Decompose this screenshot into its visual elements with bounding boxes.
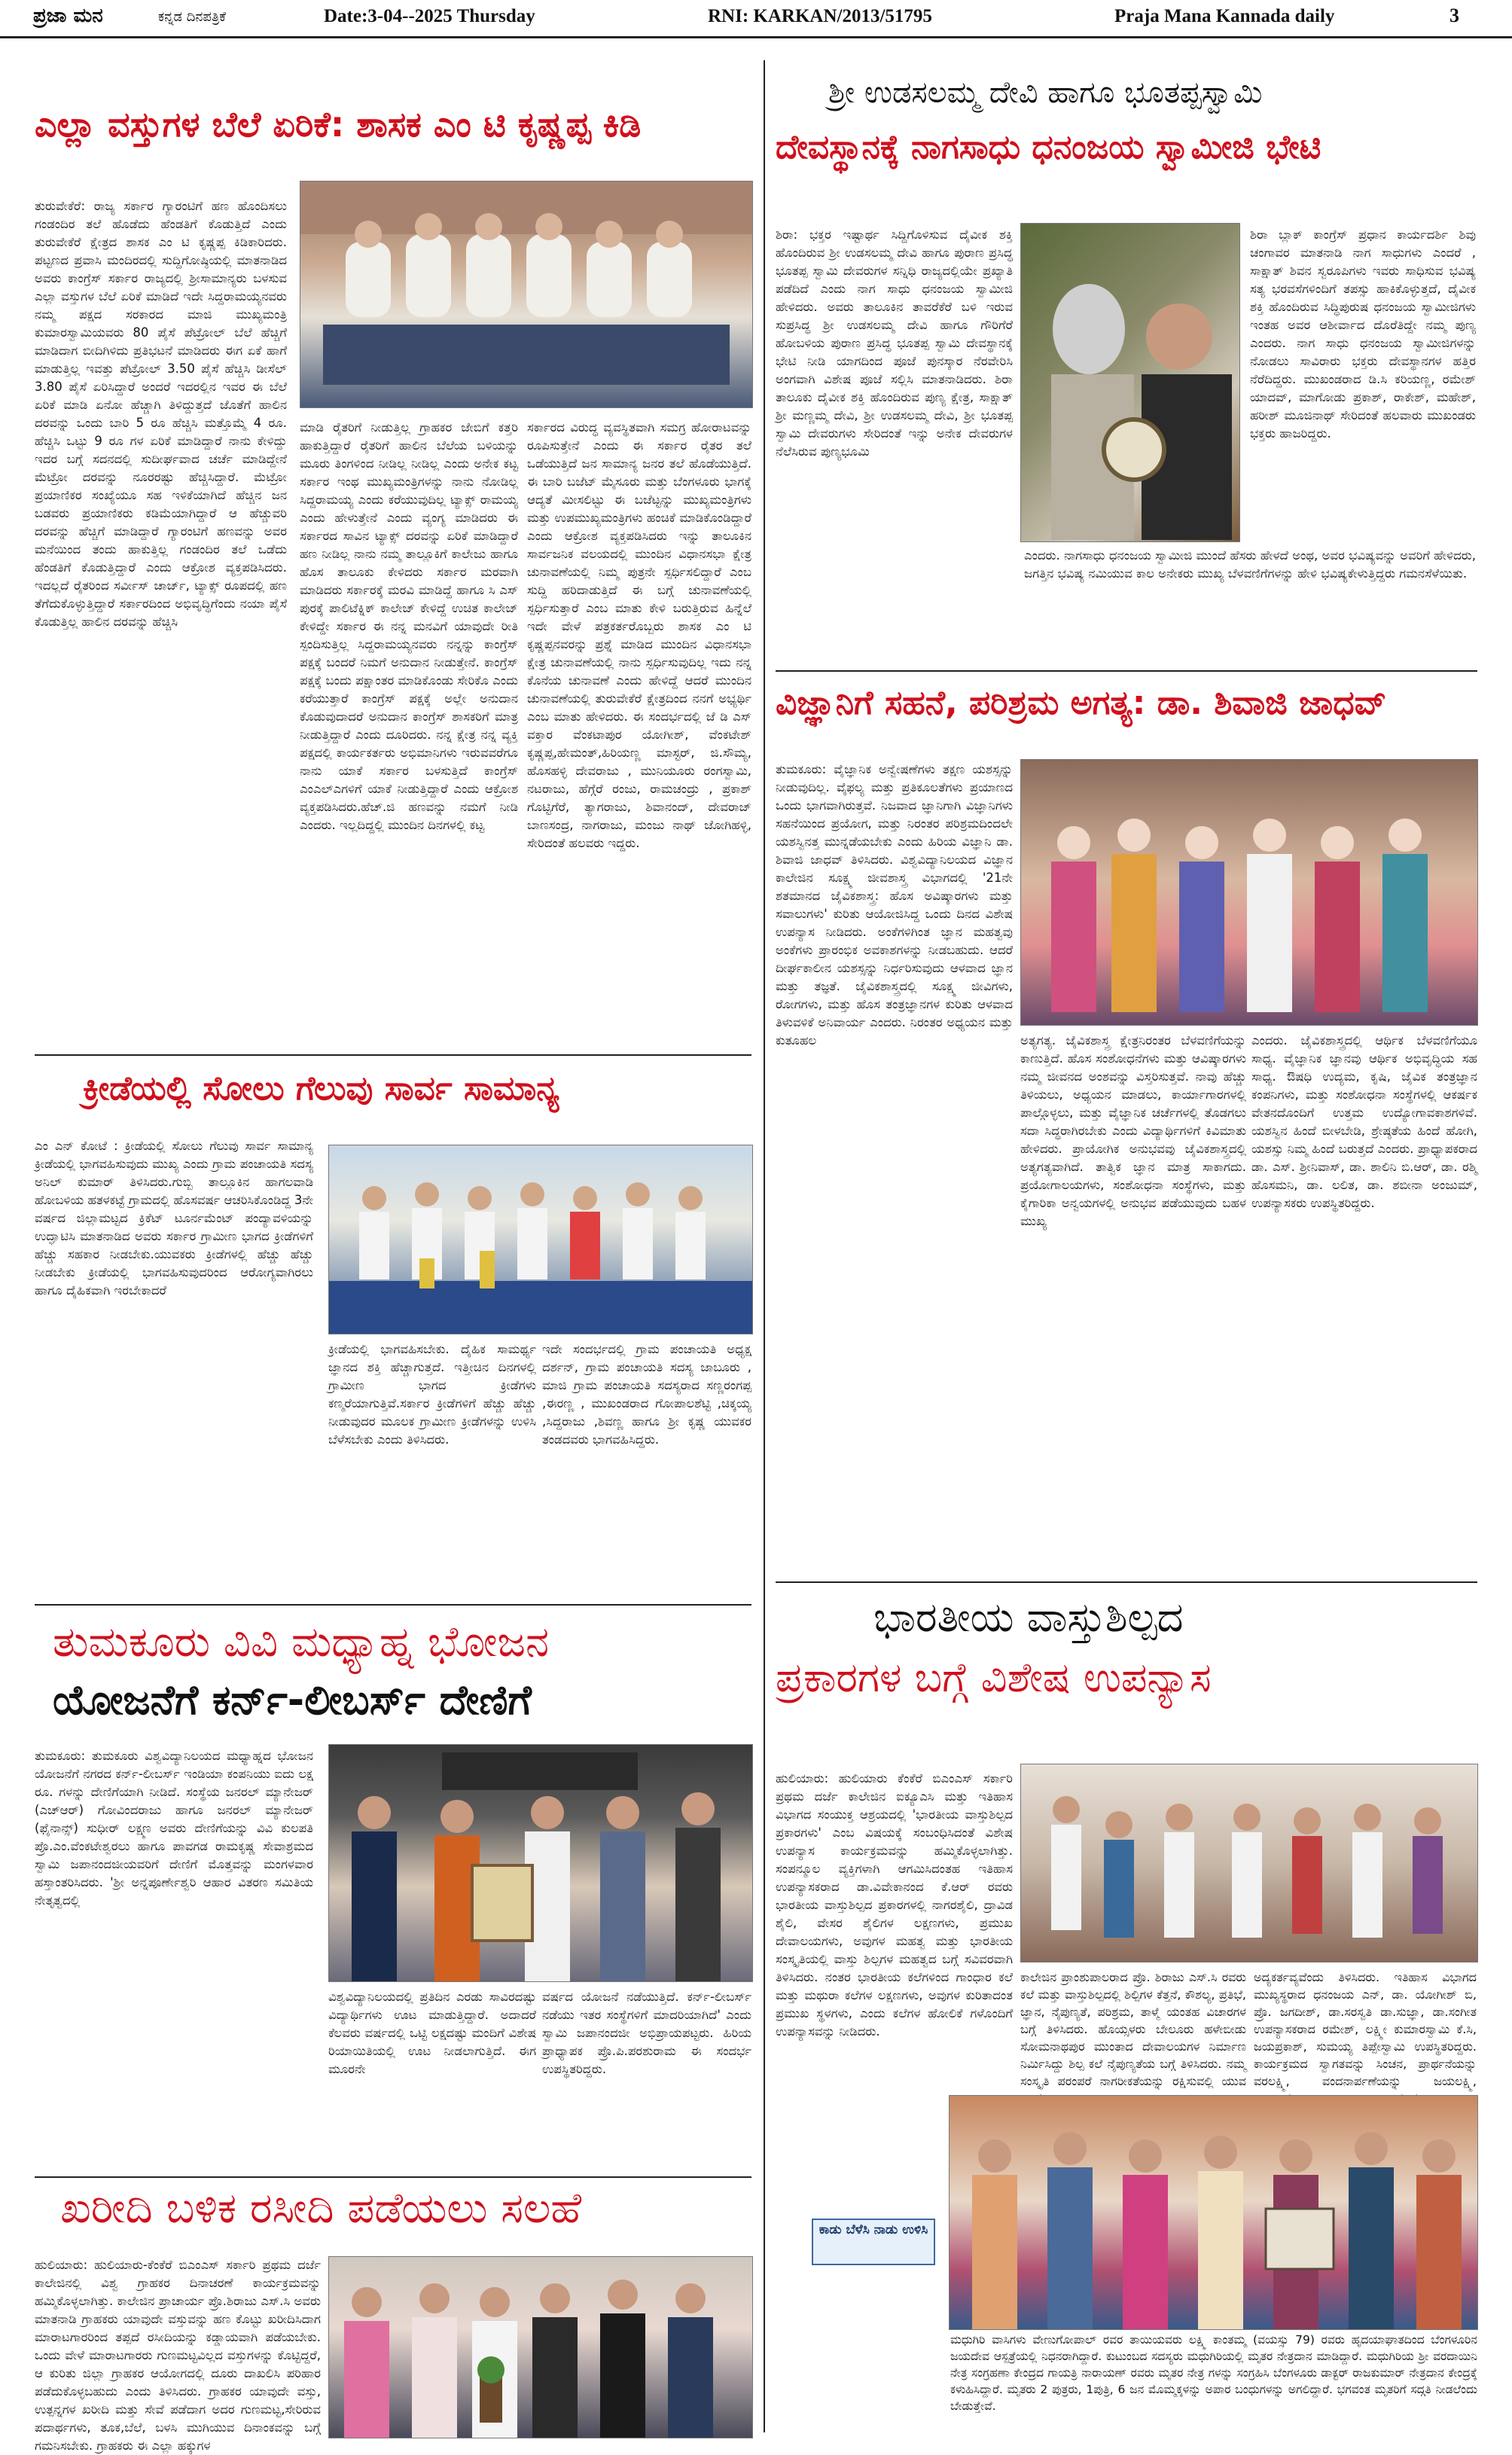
story7-photo — [328, 2256, 753, 2438]
story1-col3: ಸರ್ಕಾರದ ವಿರುದ್ಧ ವ್ಯವಸ್ಥಿತವಾಗಿ ಸಮಗ್ರ ಹೋರಾಟವನ್ನು ರೂಪಿಸುತ್ತೇನೆ ಎಂದು ಈ ಸರ್ಕಾರ ರೈತರ ತಲೆ ಒಡೆಯುತ್ತಿದೆ ಜನ ಸಾಮಾನ್ಯ ಜನರ ತಲೆ ಹೊಡೆಯುತ್ತಿದೆ. ಈ ಬಾರಿ ಬಜೆಟ್ ಮೈಸೂರು ಮತ್ತು ಬೆಂಗಳೂರು ಭಾಗಕ್ಕೆ ಆದ್ಯತೆ ಮೀಸಲಿಟ್ಟು ಈ ಬಜೆಟ್ಟನ್ನು ಮುಖ್ಯಮಂತ್ರಿಗಳು ಮತ್ತು ಉಪಮುಖ್ಯಮಂತ್ರಿಗಳು ಹಂಚಿಕೆ ಮಾಡಿಕೊಂಡಿದ್ದಾರೆ ಎಂದು ಆಕ್ರೋಶ ವ್ಯಕ್ತಪಡಿಸಿದರು ಇನ್ನು ತಾಲೂಕಿನ ಸಾರ್ವಜನಿಕ ವಲಯದಲ್ಲಿ ಮುಂದಿನ ವಿಧಾನಸಭಾ ಕ್ಷೇತ್ರ ಚುನಾವಣೆಯಲ್ಲಿ ನಿಮ್ಮ ಪುತ್ರನೇ ಸ್ಪರ್ಧಿಸಲಿದ್ದಾರೆ ಎಂಬ ಸುದ್ದಿ ಹರಿದಾಡುತ್ತಿದೆ ಈ ಬಗ್ಗೆ ಚುನಾವಣೆಯಲ್ಲಿ ಸ್ಪರ್ಧಿಸುತ್ತಾರೆ ಎಂಬ ಮಾತು ಕೇಳಿ ಬರುತ್ತಿರುವ ಹಿನ್ನೆಲೆ ಇದೇ ವೇಳೆ ಪತ್ರಕರ್ತರೊಬ್ಬರು ಶಾಸಕ ಎಂ ಟಿ ಕೃಷ್ಣಪ್ಪನವರನ್ನು ಪ್ರಶ್ನೆ ಮಾಡಿದ ಮುಂದಿನ ವಿಧಾನಸಭಾ ಕ್ಷೇತ್ರ ಚುನಾವಣೆಯಲ್ಲಿ ನಾನು ಸ್ಪರ್ಧಿಸುವುದಿಲ್ಲ ಇದು ನನ್ನ ಕೊನೆಯ ಚುನಾವಣೆ ಎಂದು ಹೇಳಿದ್ದೆ ಆದರೆ ಮುಂದಿನ ಚುನಾವಣೆಯಲ್ಲಿ ತುರುವೇಕೆರೆ ಕ್ಷೇತ್ರದಿಂದ ನನಗೆ ಅಭ್ಯರ್ಥಿ ಎಂಬ ಮಾತು ಹೇಳಿದರು. ಈ ಸಂದರ್ಭದಲ್ಲಿ ಜೆ ಡಿ ಎಸ್ ವಕ್ತಾರ ವೆಂಕಟಾಪುರ ಯೋಗೀಶ್, ವೆಂಕಟೇಶ್ ಕೃಷ್ಣಪ್ಪ,ಹೇಮಂತ್,ಹಿರಿಯಣ್ಣ ಮಾಸ್ಟರ್, ಜಿ.ಸೌಮ್ಯ, ಹೊಸಹಳ್ಳಿ ದೇವರಾಜು , ಮುನಿಯೂರು ರಂಗಸ್ವಾಮಿ, ನಟರಾಜು, ಹೆಗ್ಗೆರೆ ರಂಜು, ರಾಮಚಂದ್ರು , ಪ್ರಕಾಶ್ ಗೊಟ್ಟಿಗೆರೆ, ತ್ಯಾಗರಾಜು, ಶಿವಾನಂದ್, ದೇವರಾಜ್ ಬಾಣಸಂದ್ರ, ನಾಗರಾಜು, ಮಂಜು ನಾಥ್ ಜೋಗಿಹಳ್ಳಿ, ಸೇರಿದಂತೆ ಹಲವರು ಇದ್ದರು. — [527, 420, 751, 850]
story2-headline: ದೇವಸ್ಥಾನಕ್ಕೆ ನಾಗಸಾಧು ಧನಂಜಯ ಸ್ವಾಮೀಜಿ ಭೇಟಿ — [776, 128, 1321, 166]
column-divider — [764, 60, 765, 2432]
story6-col2: ವಿಶ್ವವಿದ್ಯಾನಿಲಯದಲ್ಲಿ ಪ್ರತಿದಿನ ಎರಡು ಸಾವಿರದಷ್ಟು ವಿದ್ಯಾರ್ಥಿಗಳು ಊಟ ಮಾಡುತ್ತಿದ್ದಾರೆ. ಅದಾದರೆ ಕೆಲವರು ವರ್ಷದಲ್ಲಿ ಒಟ್ಟಿ ಲಕ್ಷದಷ್ಟು ಮಂದಿಗೆ ವಿಶೇಷ ರಿಯಾಯಿತಿಯಲ್ಲಿ ಊಟ ನೀಡಲಾಗುತ್ತಿದೆ. ಈಗ ಮೂರನೇ — [328, 1990, 536, 2076]
story3-headline: ವಿಜ್ಞಾನಿಗೆ ಸಹನೆ, ಪರಿಶ್ರಮ ಅಗತ್ಯ: ಡಾ. ಶಿವಾಜಿ ಜಾಧವ್ — [776, 684, 1387, 722]
story3-col1: ತುಮಕೂರು: ವೈಜ್ಞಾನಿಕ ಅನ್ವೇಷಣೆಗಳು ತಕ್ಷಣ ಯಶಸ್ಸನ್ನು ನೀಡುವುದಿಲ್ಲ. ವೈಫಲ್ಯ ಮತ್ತು ಪ್ರತಿಕೂಲತೆಗಳು ಪ್ರಯಾಣದ ಒಂದು ಭಾಗವಾಗಿರುತ್ತವೆ. ನಿಜವಾದ ಜ್ಞಾನಿಗಾಗಿ ವಿಜ್ಞಾನಿಗಳು ಸಹನೆಯಿಂದ ಪ್ರಯೋಗ, ಮತ್ತು ನಿರಂತರ ಪರಿಶ್ರಮದಿಂದಲೇ ಯಶಸ್ವಿನತ್ತ ಮುನ್ನಡೆಯಬೇಕು ಎಂದು ಹಿರಿಯ ವಿಜ್ಞಾನಿ ಡಾ. ಶಿವಾಜಿ ಜಾಧವ್ ತಿಳಿಸಿದರು. ವಿಶ್ವವಿದ್ಯಾನಿಲಯದ ವಿಜ್ಞಾನ ಕಾಲೇಜಿನ ಸೂಕ್ಷ್ಮ ಜೀವಶಾಸ್ತ್ರ ವಿಭಾಗದಲ್ಲಿ '21ನೇ ಶತಮಾನದ ಜೈವಿಕಶಾಸ್ತ್ರ: ಹೊಸ ಅವಿಷ್ಕಾರಗಳು ಮತ್ತು ಸವಾಲುಗಳು' ಕುರಿತು ಆಯೋಜಿಸಿದ್ದ ಒಂದು ದಿನದ ವಿಶೇಷ ಉಪನ್ಯಾಸ ನೀಡಿದರು. ಅಂಕೆಗಳಿಗಿಂತ ಜ್ಞಾನ ಮಹತ್ವವು ಅಂಕೆಗಳು ಪ್ರಾರಂಭಿಕ ಅವಕಾಶಗಳನ್ನು ನೀಡಬಹುದು. ಆದರೆ ದೀರ್ಘಕಾಲೀನ ಯಶಸ್ಸನ್ನು ನಿರ್ಧರಿಸುವುದು ಆಳವಾದ ಜ್ಞಾನ ಮತ್ತು ತಜ್ಞತೆ. ಜೈವಿಕಶಾಸ್ತ್ರದಲ್ಲಿ ಸೂಕ್ಷ್ಮ ಜೀವಿಗಳು, ರೋಗಗಳು, ಮತ್ತು ಹೊಸ ತಂತ್ರಜ್ಞಾನಗಳ ಕುರಿತು ಆಳವಾದ ತಿಳುವಳಿಕೆ ಅನಿವಾರ್ಯ ಎಂದರು. ನಿರಂತರ ಅಧ್ಯಯನ ಮತ್ತು ಕುತೂಹಲ — [776, 762, 1013, 1048]
story2-kicker: ಶ್ರೀ ಉಡಸಲಮ್ಮ ದೇವಿ ಹಾಗೂ ಭೂತಪ್ಪಸ್ವಾಮಿ — [828, 75, 1263, 110]
story8-caption: ಮಧುಗಿರಿ ವಾಸಿಗಳು ವೇಣುಗೋಪಾಲ್ ರವರ ತಾಯಿಯವರು ಲಕ್ಷ್ಮಿ ಕಾಂತಮ್ಮ (ವಯಸ್ಸು 79) ರವರು ಹೃದಯಾಘಾತದಿಂದ ಬೆಂಗಳೂರಿನ ಜಯದೇವ ಆಸ್ಪತ್ರೆಯಲ್ಲಿ ನಿಧನರಾಗಿದ್ದಾರೆ. ಕುಟುಂಬದ ಸದಸ್ಯರು ಮಧುಗಿರಿಯಲ್ಲಿ ಮೃತರ ನೇತ್ರದಾನ ಮಾಡಿದ್ದಾರೆ. ಮಧುಗಿರಿಯ ಶ್ರೀ ವರದಾಯಿನಿ ನೇತ್ರ ಸಂಗ್ರಹಣಾ ಕೇಂದ್ರದ ಗಾಯತ್ರಿ ನಾರಾಯಣ್ ರವರು ಮೃತರ ನೇತ್ರ ಗಳನ್ನು ಸಂಗ್ರಹಿಸಿ ಬೆಂಗಳೂರು ಡಾಕ್ಟರ್ ರಾಜಕುಮಾರ್ ನೇತ್ರದಾನ ಕೇಂದ್ರಕ್ಕೆ ಕಳುಹಿಸಿದ್ದಾರೆ. ಮೃತರು 2 ಪುತ್ರರು, 1ಪುತ್ರಿ, 6 ಜನ ಮೊಮ್ಮಕ್ಕಳನ್ನು ಅಪಾರ ಬಂಧುಗಳನ್ನು ಅಗಲಿದ್ದಾರೆ. ಭಗವಂತ ಮೃತರಿಗೆ ಸದ್ಗತಿ ನೀಡಲೆಂದು ಬೇಡುತ್ತೇವೆ. — [950, 2333, 1477, 2413]
story8-photo — [949, 2095, 1478, 2330]
story5-caption-right: ಅದ್ಯಕರ್ತವ್ಯವೆಂದು ತಿಳಿಸಿದರು. ಇತಿಹಾಸ ವಿಭಾಗದ ಮುಖ್ಯಸ್ಥರಾದ ಧನಂಜಯ ಎನ್, ಡಾ. ಯೋಗೀಶ್ ಬಿ, ಪ್ರೊ. ಜಗದೀಶ್, ಡಾ.ಸರಸ್ವತಿ ಡಾ.ಸುಜ್ಞಾ, ಡಾ.ಸಂಗೀತ ಉಪನ್ಯಾಸಕರಾದ ರಮೇಶ್, ಲಕ್ಷ್ಮೀ ಕುಮಾರಸ್ವಾಮಿ ಕೆ.ಸಿ, ಜಯಪ್ರಕಾಶ್, ಸುಮಯ್ಯ ತಿಪ್ಪೇಸ್ವಾಮಿ ಉಪಸ್ಥಿತರಿದ್ದರು. ಕಾರ್ಯಕ್ರಮದ ಸ್ವಾಗತವನ್ನು ಸಿಂಚನ, ಪ್ರಾರ್ಥನೆಯನ್ನು ವರಲಕ್ಷ್ಮಿ, ವಂದನಾರ್ಪಣೆಯನ್ನು ಜಯಲಕ್ಷ್ಮಿ, — [1254, 1970, 1477, 2088]
story3-col3: ಎಂದರು. ಜೈವಿಕಶಾಸ್ತ್ರದಲ್ಲಿ ಆರ್ಥಿಕ ಬೆಳವಣಿಗೆಯೂ ಸಾಧ್ಯ. ವೈಜ್ಞಾನಿಕ ಜ್ಞಾನವು ಆರ್ಥಿಕ ಅಭಿವೃದ್ಧಿಯ ಸಹ ಸಾಧ್ಯ. ಔಷಧಿ ಉದ್ಯಮ, ಕೃಷಿ, ಜೈವಿಕ ತಂತ್ರಜ್ಞಾನ ಕಂಪನಿಗಳು, ಮತ್ತು ಸಂಶೋಧನಾ ಸಂಸ್ಥೆಗಳಲ್ಲಿ ಆಕರ್ಷಕ ವೇತನದೊಂದಿಗೆ ಉತ್ತಮ ಉದ್ಯೋಗಾವಕಾಶಗಳಿವೆ. ಯಶಸ್ವಿನ ಹಿಂದೆ ಬೀಳಬೇಡಿ, ಶ್ರೇಷ್ಠತೆಯ ಹಿಂದೆ ಹೋಗಿ, ಯಶಸ್ಸು ನಿಮ್ಮ ಹಿಂದೆ ಬರುತ್ತದೆ ಎಂದರು. ಪ್ರಾಧ್ಯಾಪಕರಾದ ಡಾ. ಎಸ್. ಶ್ರೀನಿವಾಸ್, ಡಾ. ಶಾಲಿನಿ ಬಿ.ಆರ್, ಡಾ. ರಶ್ಮಿ ಹೊಸಮನಿ, ಡಾ. ಲಲಿತ, ಡಾ. ಶಬೀನಾ ಅಂಜುಮ್, ಉಪನ್ಯಾಸಕರು ಉಪಸ್ಥಿತರಿದ್ದರು. — [1251, 1033, 1477, 1210]
seminar-photo-illustration — [1021, 760, 1477, 1025]
story4-photo — [328, 1145, 753, 1334]
cricket-team-photo-illustration — [329, 1145, 752, 1334]
brand-subtitle: ಕನ್ನಡ ದಿನಪತ್ರಿಕೆ — [158, 9, 227, 25]
masthead — [0, 0, 1512, 38]
consumer-day-photo-illustration — [329, 2257, 752, 2438]
eye-donation-photo-illustration — [950, 2096, 1477, 2329]
story5-caption-left: ಕಾಲೇಜಿನ ಪ್ರಾಂಶುಪಾಲರಾದ ಪ್ರೊ. ಶಿರಾಜು ಎಸ್.ಸಿ ರವರು ಕಲೆ ಮತ್ತು ವಾಸ್ತುಶಿಲ್ಪದಲ್ಲಿ ಶಿಲ್ಪಿಗಳ ಕೆತ್ತನೆ, ಕೌಶಲ್ಯ, ಪ್ರತಿಭೆ, ಜ್ಞಾನ, ನೈಪುಣ್ಯತೆ, ಪರಿಶ್ರಮ, ತಾಳ್ಮೆ ಯಂತಹ ವಿಚಾರಗಳ ಬಗ್ಗೆ ತಿಳಿಸಿದರು. ಹೊಯ್ಸಳರು ಬೇಲೂರು ಹಳೇಬೀಡು ಸೋಮನಾಥಪುರ ಮುಂತಾದ ದೇವಾಲಯಗಳ ನಿರ್ಮಾಣ ನಿರ್ಮಿಸಿದ್ದು ಶಿಲ್ಪ ಕಲೆ ನೈಪುಣ್ಯತೆಯ ಬಗ್ಗೆ ತಿಳಿಸಿದರು. ನಮ್ಮ ಸಂಸ್ಕೃತಿ ಪರಂಪರೆ ನಾಗರೀಕತೆಯನ್ನು ರಕ್ಷಿಸುವಲ್ಲಿ ಯುವ — [1020, 1970, 1246, 2088]
forest-slogan-badge: ಕಾಡು ಬೆಳೆಸಿ ನಾಡು ಉಳಿಸಿ — [812, 2219, 935, 2265]
story6-photo — [328, 1744, 753, 1982]
story7-col1: ಹುಲಿಯಾರು: ಹುಲಿಯಾರು-ಕೆಂಕೆರೆ ಬಿಎಂಎಸ್ ಸರ್ಕಾರಿ ಪ್ರಥಮ ದರ್ಜೆ ಕಾಲೇಜಿನಲ್ಲಿ ವಿಶ್ವ ಗ್ರಾಹಕರ ದಿನಾಚರಣೆ ಕಾರ್ಯಕ್ರಮವನ್ನು ಹಮ್ಮಿಕೊಳ್ಳಲಾಗಿತ್ತು. ಕಾಲೇಜಿನ ಪ್ರಾಚಾರ್ಯ ಪ್ರೊ.ಶಿರಾಜು ಎಸ್.ಸಿ ಅವರು ಮಾತನಾಡಿ ಗ್ರಾಹಕರು ಯಾವುದೇ ವಸ್ತುವನ್ನು ಹಣ ಕೊಟ್ಟು ಖರೀದಿಸಿದಾಗ ಮಾರಾಟಗಾರರಿಂದ ತಪ್ಪದೆ ರಸೀದಿಯನ್ನು ಕಡ್ಡಾಯವಾಗಿ ಪಡೆಯಬೇಕು. ಒಂದು ವೇಳೆ ಮಾರಾಟಗಾರರು ಗುಣಮಟ್ಟವಿಲ್ಲದ ವಸ್ತುಗಳನ್ನು ಕೊಟ್ಟಿದ್ದರೆ, ಆ ಕುರಿತು ಜಿಲ್ಲಾ ಗ್ರಾಹಕರ ಆಯೋಗದಲ್ಲಿ ದೂರು ದಾಖಲಿಸಿ ಪರಿಹಾರ ಪಡೆದುಕೊಳ್ಳಬಹುದು ಎಂದು ತಿಳಿಸಿದರು. ಗ್ರಾಹಕರ ಯಾವುದೇ ವಸ್ತು, ಉತ್ಪನ್ನಗಳ ಖರೀದಿ ಮತ್ತು ಸೇವೆ ಪಡೆದಾಗ ಅದರ ಗುಣಮಟ್ಟ,ಸೇರಿರುವ ಪದಾರ್ಥಗಳು, ತೂಕ,ಬೆಲೆ, ಬಳಸಿ ಮುಗಿಯುವ ದಿನಾಂಕವನ್ನು ಬಗ್ಗೆ ಗಮನಿಸಬೇಕು. ಗ್ರಾಹಕರು ಈ ಎಲ್ಲಾ ಹಕ್ಕುಗಳ — [35, 2258, 321, 2453]
story3-photo — [1020, 759, 1478, 1026]
story-divider — [35, 1054, 751, 1056]
rni-number: RNI: KARKAN/2013/51795 — [708, 6, 932, 26]
story4-headline: ಕ್ರೀಡೆಯಲ್ಲಿ ಸೋಲು ಗೆಲುವು ಸಾರ್ವ ಸಾಮಾನ್ಯ — [83, 1069, 559, 1108]
story-divider — [35, 1604, 751, 1606]
sadhu-photo-illustration — [1021, 224, 1239, 541]
story2-col2: ಶಿರಾ ಬ್ಲಾಕ್ ಕಾಂಗ್ರೆಸ್ ಪ್ರಧಾನ ಕಾರ್ಯದರ್ಶಿ ಶಿವು ಚಂಗಾವರ ಮಾತನಾಡಿ ನಾಗ ಸಾಧುಗಳು ಎಂದರೆ , ಸಾಕ್ಷಾತ್ ಶಿವನ ಸ್ವರೂಪಿಗಳು ಇವರು ಸಾಧಿಸುವ ಭವಿಷ್ಯ ಸತ್ಯ ಭರವಸೆಗಳಿಂದಿಗೆ ತಪಸ್ಸು ಹಾಕಿಕೊಳ್ಳುತ್ತದೆ, ದೈವೀಕ ಶಕ್ತಿ ಹೊಂದಿರುವ ಸಿದ್ಧಿಪುರುಷ ಧನಂಜಯ ಸ್ವಾಮೀಜಿಗಳು ಇಂತಹ ಅವರ ಆಶೀರ್ವಾದ ದೊರೆತಿದ್ದೇ ನಮ್ಮ ಪುಣ್ಯ ಎಂದರು. ನಾಗ ಸಾಧು ಧನಂಜಯ ಸ್ವಾಮೀಜಿಗಳನ್ನು ನೋಡಲು ಸಾವಿರಾರು ಭಕ್ತರು ದೇವಸ್ಥಾನಗಳ ಹತ್ತಿರ ನೆರೆದಿದ್ದರು. ಮುಖಂಡರಾದ ಡಿ.ಸಿ ಕರಿಯಣ್ಣ, ರಮೇಶ್ ಯಾದವ್, ಮಾಗೋಡು ಪ್ರಕಾಶ್, ರಾಕೇಶ್, ಮಹೇಶ್, ಹರೀಶ್ ಮೂಜಿನಾಥ್ ಸೇರಿದಂತೆ ಹಲವಾರು ಮುಖಂಡರು ಭಕ್ತರು ಹಾಜರಿದ್ದರು. — [1250, 227, 1476, 441]
story4-col1: ಎಂ ಎನ್ ಕೋಟೆ : ಕ್ರೀಡೆಯಲ್ಲಿ ಸೋಲು ಗೆಲುವು ಸಾರ್ವ ಸಾಮಾನ್ಯ ಕ್ರೀಡೆಯಲ್ಲಿ ಭಾಗವಹಿಸುವುದು ಮುಖ್ಯ ಎಂದು ಗ್ರಾಮ ಪಂಚಾಯತಿ ಸದಸ್ಯ ಅನಿಲ್ ಕುಮಾರ್ ತಿಳಿಸಿದರು.ಗುಬ್ಬಿ ತಾಲ್ಲೂಕಿನ ಹಾಗಲವಾಡಿ ಹೋಬಳಿಯ ಹತಳಕಟ್ಟೆ ಗ್ರಾಮದಲ್ಲಿ ಹೊಸವರ್ಷ ಆಚರಿಸಿಕೊಂಡಿದ್ದ 3ನೇ ವರ್ಷದ ಜಿಲ್ಲಾಮಟ್ಟದ ಕ್ರಿಕೆಟ್ ಟೂರ್ನಮೆಂಟ್ ಪಂದ್ಯಾವಳಿಯನ್ನು ಉದ್ಘಾಟಿಸಿ ಮಾತನಾಡಿದ ಅವರು ಸರ್ಕಾರ ಗ್ರಾಮೀಣ ಭಾಗದ ಕ್ರೀಡೆಗಳಿಗೆ ಹೆಚ್ಚು ಸಹಕಾರ ನೀಡಬೇಕು.ಯುವಕರು ಕ್ರೀಡೆಗಳಲ್ಲಿ ಹೆಚ್ಚು ಹೆಚ್ಚು ನೀಡಬೇಕು ಕ್ರೀಡೆಯಲ್ಲಿ ಭಾಗವಹಿಸುವುದರಿಂದ ಆರೋಗ್ಯವಾಗಿರಲು ಹಾಗೂ ದೈಹಿಕವಾಗಿ ಇರಬೇಕಾದರೆ — [35, 1139, 313, 1298]
paper-name: Praja Mana Kannada daily — [1114, 6, 1335, 26]
page-number: 3 — [1450, 5, 1459, 26]
story4-col3: ಇದೇ ಸಂದರ್ಭದಲ್ಲಿ ಗ್ರಾಮ ಪಂಚಾಯತಿ ಅಧ್ಯಕ್ಷ ದರ್ಶನ್, ಗ್ರಾಮ ಪಂಚಾಯತಿ ಸದಸ್ಯ ಜಾಬೂರು , ಮಾಜಿ ಗ್ರಾಮ ಪಂಚಾಯತಿ ಸದಸ್ಯರಾದ ಸಣ್ಣರಂಗಪ್ಪ ,ಈರಣ್ಣ , ಮುಖಂಡರಾದ ಗೋಪಾಲಶೆಟ್ಟಿ ,ಚಿಕ್ಕಯ್ಯ ,ಸಿದ್ದರಾಜು ,ಶಿವಣ್ಣ ಹಾಗೂ ಶ್ರೀ ಕೃಷ್ಣ ಯುವಕರ ತಂಡದವರು ಭಾಗವಹಿಸಿದ್ದರು. — [542, 1342, 751, 1447]
story5-col1: ಹುಲಿಯಾರು: ಹುಲಿಯಾರು ಕೆಂಕೆರೆ ಬಿಎಂಎಸ್ ಸರ್ಕಾರಿ ಪ್ರಥಮ ದರ್ಜೆ ಕಾಲೇಜಿನ ಐಕ್ಯೂಎಸಿ ಮತ್ತು ಇತಿಹಾಸ ವಿಭಾಗದ ಸಂಯುಕ್ತ ಆಶ್ರಯದಲ್ಲಿ 'ಭಾರತೀಯ ವಾಸ್ತುಶಿಲ್ಪದ ಪ್ರಕಾರಗಳು' ಎಂಬ ವಿಷಯಕ್ಕೆ ಸಂಬಂಧಿಸಿದಂತೆ ವಿಶೇಷ ಉಪನ್ಯಾಸ ಕಾರ್ಯಕ್ರಮವನ್ನು ಹಮ್ಮಿಕೊಳ್ಳಲಾಗಿತ್ತು. ಸಂಪನ್ಮೂಲ ವ್ಯಕ್ತಿಗಳಾಗಿ ಆಗಮಿಸಿದಂತಹ ಇತಿಹಾಸ ಉಪನ್ಯಾಸಕರಾದ ಡಾ.ವಿವೇಕಾನಂದ ಕೆ.ಆರ್ ರವರು ಭಾರತೀಯ ವಾಸ್ತುಶಿಲ್ಪದ ಪ್ರಕಾರಗಳಲ್ಲಿ ನಾಗರಶೈಲಿ, ದ್ರಾವಿಡ ಶೈಲಿ, ವೇಸರ ಶೈಲಿಗಳ ಲಕ್ಷಣಗಳು, ಪ್ರಮುಖ ದೇವಾಲಯಗಳು, ಅವುಗಳ ಮಹತ್ವ ಮತ್ತು ಭಾರತೀಯ ಸಂಸ್ಕೃತಿಯಲ್ಲಿ ವಾಸ್ತು ಶಿಲ್ಪಗಳ ಮಹತ್ವದ ಬಗ್ಗೆ ಸವಿವರವಾಗಿ ತಿಳಿಸಿದರು. ನಂತರ ಭಾರತೀಯ ಕಲೆಗಳಿಂದ ಗಾಂಧಾರ ಕಲೆ ಮತ್ತು ಮಥುರಾ ಕಲೆಗಳ ಲಕ್ಷಣಗಳು, ಅವುಗಳ ಕುರಿತಾದಂತ ಪ್ರಮುಖ ಸ್ಥಳಗಳು, ಎಂದು ಕಲೆಗಳ ಹೋಲಿಕೆ ಗಳೊಂದಿಗೆ ಉಪನ್ಯಾಸವನ್ನು ನೀಡಿದರು. — [776, 1771, 1013, 2039]
issue-date: Date:3-04--2025 Thursday — [324, 6, 535, 26]
story1-col2: ಮಾಡಿ ರೈತರಿಗೆ ನೀಡುತ್ತಿಲ್ಲ ಗ್ರಾಹಕರ ಜೇಬಿಗೆ ಕತ್ತರಿ ಹಾಕುತ್ತಿದ್ದಾರೆ ರೈತರಿಗೆ ಹಾಲಿನ ಬೆಲೆಯ ಬಳಿಯನ್ನು ಮೂರು ತಿಂಗಳಿಂದ ನೀಡಿಲ್ಲ ನೀಡಿಲ್ಲ ಎಂದು ಅನೇಕ ಕಟ್ಟ ಸರ್ಕಾರ ಇಂಥ ಮುಖ್ಯಮಂತ್ರಿಗಳನ್ನು ನಾನು ನೋಡಿಲ್ಲ ಸಿದ್ದರಾಮಯ್ಯ ಎಂದು ಕರೆಯುವುದಿಲ್ಲ ಟ್ಯಾಕ್ಸ್ ರಾಮಯ್ಯ ಎಂದು ಹೇಳುತ್ತೇನೆ ಎಂದು ವ್ಯಂಗ್ಯ ಮಾಡಿದರು ಈ ಸರ್ಕಾರದ ಸಾವಿನ ಟ್ಯಾಕ್ಸ್ ದರವನ್ನು ಏರಿಕೆ ಮಾಡಿದ್ದಾರೆ ಹಣ ನೀಡಿಲ್ಲ ನಾನು ನಮ್ಮ ತಾಲ್ಲೂಕಿಗೆ ಕಾಲೇಜು ಹಾಗೂ ಹೊಸ ತಾಲೂಕು ಕೇಳಿದರು ಸರ್ಕಾರ ಮರವಾಗಿ ಮಾಡಿದರು ಸರ್ಕಾರಕ್ಕೆ ಮರವಿ ಮಾಡಿದ್ದೆ ಹಾಗೂ ಸಿ ಎಸ್ ಪುರಕ್ಕೆ ಪಾಲಿಟೆಕ್ನಿಕ್ ಕಾಲೇಜ್ ಕೇಳಿದ್ದೆ ಉಚಿತ ಕಾಲೇಜ್ ಕೇಳಿದ್ದೇ ಸರ್ಕಾರ ಈ ನನ್ನ ಮನವಿಗೆ ಯಾವುದೇ ರೀತಿ ಸ್ಪಂದಿಸುತ್ತಿಲ್ಲ ಸಿದ್ದರಾಮಯ್ಯನವರು ನನ್ನನ್ನು ಕಾಂಗ್ರೆಸ್ ಪಕ್ಷಕ್ಕೆ ಬಂದರೆ ನಿಮಗೆ ಅನುದಾನ ನೀಡುತ್ತೇನೆ. ಕಾಂಗ್ರೆಸ್ ಪಕ್ಷಕ್ಕೆ ಬಂದು ಪಕ್ಷಾಂತರ ಮಾಡಿಕೊಂಡು ಸೇರಿಕೊ ಎಂದು ಕರೆಯುತ್ತಾರೆ ಕಾಂಗ್ರೆಸ್ ಪಕ್ಷಕ್ಕೆ ಅಲ್ಲೇ ಅನುದಾನ ಕೊಡುವುದಾದರೆ ಅನುದಾನ ಕಾಂಗ್ರೆಸ್ ಶಾಸಕರಿಗೆ ಮಾತ್ರ ನೀಡುತ್ತಿದ್ದಾರೆ ಎಂದು ದೂರಿದರು. ನನ್ನ ಕ್ಷೇತ್ರ ನನ್ನ ವ್ಯಕ್ತಿ ಪಕ್ಷದಲ್ಲಿ ಕಾರ್ಯಕರ್ತರು ಅಭಿಮಾನಿಗಳು ಇರುವವರೆಗೂ ನಾನು ಯಾಕೆ ಸರ್ಕಾರ ಬಳಸುತ್ತಿದೆ ಕಾಂಗ್ರೆಸ್ ಎಂಎಲ್‌ಎಗಳಿಗೆ ಯಾಕೆ ನೀಡುತ್ತಿದ್ದಾರೆ ಎಂದು ಆಕ್ರೋಶ ವ್ಯಕ್ತಪಡಿಸಿದರು.ಹೆಚ್.ಜಿ ಹಣವನ್ನು ನಮಗೆ ನೀಡಿ ಎಂದರು. ಇಲ್ಲದಿದ್ದಲ್ಲಿ ಮುಂದಿನ ದಿನಗಳಲ್ಲಿ ಕಟ್ಟ — [300, 420, 518, 832]
story5-photo — [1020, 1764, 1478, 1962]
story6-headline1: ತುಮಕೂರು ವಿವಿ ಮಧ್ಯಾಹ್ನ ಭೋಜನ — [53, 1618, 550, 1667]
story1-photo — [300, 181, 753, 408]
story7-headline: ಖರೀದಿ ಬಳಿಕ ರಸೀದಿ ಪಡೆಯಲು ಸಲಹೆ — [60, 2184, 582, 2233]
story6-headline2: ಯೋಜನೆಗೆ ಕರ್ನ್-ಲೀಬರ್ಸ್ ದೇಣಿಗೆ — [53, 1676, 532, 1724]
group-photo-illustration — [300, 181, 752, 407]
story6-col3: ವರ್ಷದ ಯೋಜನೆ ನಡೆಯುತ್ತಿದೆ. ಕರ್ನ್-ಲೀಬರ್ಸ್ ನಡೆಯು ಇತರ ಸಂಸ್ಥೆಗಳಿಗೆ ಮಾದರಿಯಾಗಿದೆ' ಎಂದು ಸ್ವಾಮಿ ಜಪಾನಂದಜೀ ಅಭಿಪ್ರಾಯಪಟ್ಟರು. ಹಿರಿಯ ಪ್ರಾಧ್ಯಾಪಕ ಪ್ರೊ.ಪಿ.ಪರಶುರಾಮ ಈ ಸಂದರ್ಭ ಉಪಸ್ಥಿತರಿದ್ದರು. — [542, 1990, 751, 2076]
donation-photo-illustration — [329, 1745, 752, 1981]
brand-logo: ಪ್ರಜಾ ಮನ — [33, 5, 103, 27]
story3-col2: ಅತ್ಯಗತ್ಯ. ಜೈವಿಕಶಾಸ್ತ್ರ ಕ್ಷೇತ್ರನಿರಂತರ ಬೆಳವಣಿಗೆಯನ್ನು ಕಾಣುತ್ತಿದೆ. ಹೊಸ ಸಂಶೋಧನೆಗಳು ಮತ್ತು ಆವಿಷ್ಕಾರಗಳು ನಮ್ಮ ಜೀವನದ ಅಂಶವನ್ನು ವಿಸ್ತರಿಸುತ್ತವೆ. ನಾವು ಹೆಚ್ಚು ತಿಳಿಯಲು, ಅಧ್ಯಯನ ಮಾಡಲು, ಕಾರ್ಯಾಗಾರಗಳಲ್ಲಿ ಪಾಲ್ಗೊಳ್ಳಲು, ಮತ್ತು ವೈಜ್ಞಾನಿಕ ಚರ್ಚೆಗಳಲ್ಲಿ ತೊಡಗಲು ಸದಾ ಸಿದ್ಧರಾಗಿರಬೇಕು ಎಂದು ವಿದ್ಯಾರ್ಥಿಗಳಿಗೆ ಕಿವಿಮಾತು ಹೇಳಿದರು. ಪ್ರಾಯೋಗಿಕ ಅನುಭವವು ಜೈವಿಕಶಾಸ್ತ್ರದಲ್ಲಿ ಅತ್ಯಗತ್ಯವಾಗಿದೆ. ತಾತ್ವಿಕ ಜ್ಞಾನ ಮಾತ್ರ ಸಾಕಾಗದು. ಪ್ರಯೋಗಾಲಯಗಳು, ಸಂಶೋಧನಾ ಸಂಸ್ಥೆಗಳು, ಮತ್ತು ಕೈಗಾರಿಕಾ ಅನ್ವಯಗಳಲ್ಲಿ ಅನುಭವ ಪಡೆಯುವುದು ಬಹಳ ಮುಖ್ಯ — [1020, 1033, 1246, 1228]
story-divider — [35, 2176, 751, 2178]
story5-headline: ಪ್ರಕಾರಗಳ ಬಗ್ಗೆ ವಿಶೇಷ ಉಪನ್ಯಾಸ — [776, 1654, 1212, 1701]
story1-col1: ತುರುವೇಕೆರೆ: ರಾಜ್ಯ ಸರ್ಕಾರ ಗ್ಯಾರಂಟಿಗೆ ಹಣ ಹೊಂದಿಸಲು ಗಂಡಂದಿರ ತಲೆ ಹೊಡೆದು ಹೆಂಡತಿಗೆ ಕೊಡುತ್ತಿದೆ ಎಂದು ತುರುವೇಕೆರೆ ಕ್ಷೇತ್ರದ ಶಾಸಕ ಎಂ ಟಿ ಕೃಷ್ಣಪ್ಪ ಕಿಡಿಕಾರಿದರು. ಪಟ್ಟಣದ ಪ್ರವಾಸಿ ಮಂದಿರದಲ್ಲಿ ಸುದ್ದಿಗೋಷ್ಠಿಯಲ್ಲಿ ಮಾತನಾಡಿದ ಅವರು ಕಾಂಗ್ರೆಸ್ ಸರ್ಕಾರ ರಾಜ್ಯದಲ್ಲಿ ಶ್ರೀಸಾಮಾನ್ಯರು ಬಳಸುವ ಎಲ್ಲಾ ವಸ್ತುಗಳ ಬೆಲೆ ಏರಿಕೆ ಮಾಡಿದೆ ಇದೇ ಸಿದ್ದರಾಮಯ್ಯನವರು ನಮ್ಮ ಪಕ್ಷದ ಸರಕಾರದ ಮಾಜಿ ಮುಖ್ಯಮಂತ್ರಿ ಕುಮಾರಸ್ವಾಮಿಯವರು 80 ಪೈಸೆ ಪೆಟ್ರೋಲ್ ಬೆಲೆ ಹೆಚ್ಚಿಗೆ ಮಾಡಿದಾಗ ಬೀದಿಗಿಳಿದು ಪ್ರತಿಭಟನೆ ಮಾಡಿದರು ಈಗ ಏಕೆ ಹಾಗೆ ಮಾಡುತ್ತಿಲ್ಲ ಇವತ್ತು ಪೆಟ್ರೋಲ್ 3.50 ಪೈಸೆ ಹೆಚ್ಚಿಸಿ ಡೀಸೆಲ್ 3.80 ಪೈಸೆ ಏರಿಸಿದ್ದಾರೆ ಅಂದರೆ ಇದರಲ್ಲಿನ ಇವರ ಈ ಬೆಲೆ ಏರಿಕೆ ಮಾಡಿ ಏನೋ ಹೆಚ್ಚಾಗಿ ತಿಳಿದ್ದುತ್ತದೆ ಜೊತೆಗೆ ಹಾಲಿನ ದರವನ್ನು ಒಂದು ಬಾರಿ 5 ರೂ ಹೆಚ್ಚಿಸಿ ಮತ್ತೊಮ್ಮೆ 4 ರೂ. ಹೆಚ್ಚಿಸಿ ಒಟ್ಟು 9 ರೂ ಗಳ ಏರಿಕೆ ಮಾಡಿದ್ದಾರೆ ನಾನು ಕೇಳಿದ್ದು ಇದರ ಬಗ್ಗೆ ಸದನದಲ್ಲಿ ಸುದೀರ್ಘವಾದ ಚರ್ಚೆ ಮಾಡಿದ್ದೇನೆ ಮೆಟ್ರೋ ದರವನ್ನು ನೂರರಷ್ಟು ಹೆಚ್ಚಿಸಿದ್ದಾರೆ. ಮೆಟ್ರೋ ಪ್ರಯಾಣಿಕರ ಸಂಖ್ಯೆಯೂ ಸಹ ಇಳಿಕೆಯಾಗಿದೆ ಹೆಚ್ಚಿನ ಜನ ಬಡವರು ಪ್ರಯಾಣಿಕರು ಕಡಿಮೆಯಾಗಿದ್ದಾರೆ ಆ ಹೆಚ್ಚುವರಿ ದರವನ್ನು ಹೆಚ್ಚಿಗೆ ಮಾಡಿದ್ದಾರೆ ಗ್ಯಾರಂಟಿಗೆ ಹಣವನ್ನು ಅವರ ಮನೆಯಿಂದ ತಂದು ಹಾಕುತ್ತಿಲ್ಲ ಗಂಡಂದಿರ ತಲೆ ಒಡೆದು ಹೆಂಡತಿಗೆ ಕೊಡುತ್ತಿದ್ದಾರೆ ಎಂದು ಆಕ್ರೋಶ ವ್ಯಕ್ತಪಡಿಸಿದರು. ಇದಲ್ಲದೆ ರೈತರಿಂದ ಸರ್ವೀಸ್ ಚಾರ್ಜ್, ಟ್ಯಾಕ್ಸ್ ರೂಪದಲ್ಲಿ ಹಣ ತೆಗೆದುಕೊಳ್ಳುತ್ತಿದ್ದಾರೆ ಸರ್ಕಾರದಿಂದ ಅಭಿವೃದ್ಧಿಗೆಂದು ನಯಾ ಪೈಸೆ ಕೊಡುತ್ತಿಲ್ಲ ಹಾಲಿನ ದರವನ್ನು ಹೆಚ್ಚಿಸಿ — [35, 199, 287, 629]
story6-col1: ತುಮಕೂರು: ತುಮಕೂರು ವಿಶ್ವವಿದ್ಯಾನಿಲಯದ ಮಧ್ಯಾಹ್ನದ ಭೋಜನ ಯೋಜನೆಗೆ ನಗರದ ಕರ್ನ್-ಲೀಬರ್ಸ್ ಇಂಡಿಯಾ ಕಂಪನಿಯು ಐದು ಲಕ್ಷ ರೂ. ಗಳನ್ನು ದೇಣಿಗೆಯಾಗಿ ನೀಡಿದೆ. ಸಂಸ್ಥೆಯ ಜನರಲ್ ಮ್ಯಾನೇಜರ್ (ಎಚ್‌ಆರ್) ಗೋವಿಂದರಾಜು ಹಾಗೂ ಜನರಲ್ ಮ್ಯಾನೇಜರ್ (ಫೈನಾನ್ಸ್) ಸುಧೀರ್ ಲಕ್ಷ್ಮಣ ಅವರು ದೇಣಿಗೆಯನ್ನು ವಿವಿ ಕುಲಪತಿ ಪ್ರೊ.ಎಂ.ವೆಂಕಟೇಶ್ವರಲು ಹಾಗೂ ಪಾವಗಡ ರಾಮಕೃಷ್ಣ ಸೇವಾಶ್ರಮದ ಸ್ವಾಮಿ ಜಪಾನಂದಜೀಯವರಿಗೆ ದೇಣಿಗೆ ಮೊತ್ತವನ್ನು ಮಂಗಳವಾರ ಹಸ್ತಾಂತರಿಸಿದರು. 'ಶ್ರೀ ಅನ್ನಪೂರ್ಣೇಶ್ವರಿ ಆಹಾರ ವಿತರಣ ಸಮಿತಿಯ ನೇತೃತ್ವದಲ್ಲಿ — [35, 1749, 313, 1908]
story2-col1: ಶಿರಾ: ಭಕ್ತರ ಇಷ್ಟಾರ್ಥ ಸಿದ್ದಿಗೊಳಿಸುವ ದೈವೀಕ ಶಕ್ತಿ ಹೊಂದಿರುವ ಶ್ರೀ ಉಡಸಲಮ್ಮ ದೇವಿ ಹಾಗೂ ಪುರಾಣ ಪ್ರಸಿದ್ಧ ಭೂತಪ್ಪ ಸ್ವಾಮಿ ದೇವರುಗಳ ಸನ್ನಿಧಿ ರಾಜ್ಯದಲ್ಲಿಯೇ ಪ್ರಖ್ಯಾತಿ ಪಡೆದಿದೆ ಎಂದು ನಾಗ ಸಾಧು ಧನಂಜಯ ಸ್ವಾಮೀಜಿ ಹೇಳಿದರು. ಅವರು ತಾಲೂಕಿನ ತಾವರೆಕೆರೆ ಬಳಿ ಇರುವ ಸುಪ್ರಸಿದ್ಧ ಶ್ರೀ ಉಡಸಲಮ್ಮ ದೇವಿ ಹಾಗೂ ಗೌರಿಗೆರೆ ಹೋಬಳಿಯ ಪುರಾಣ ಪ್ರಸಿದ್ಧ ಭೂತಪ್ಪ ಸ್ವಾಮಿ ದೇವಸ್ಥಾನಕ್ಕೆ ಭೇಟಿ ನೀಡಿ ಯಾಗದಿಂದ ಪೂಜೆ ಪುನಸ್ಕಾರ ನೆರವೇರಿಸಿ ಅಂಗವಾಗಿ ವಿಶೇಷ ಪೂಜೆ ಸಲ್ಲಿಸಿ ಮಾತನಾಡಿದರು. ಶಿರಾ ತಾಲೂಕು ದೈವೀಕ ಶಕ್ತಿ ಹೊಂದಿರುವ ಪುಣ್ಯ ಕ್ಷೇತ್ರ, ಸಾಕ್ಷಾತ್ ಶ್ರೀ ಮಣ್ಣಮ್ಮ ದೇವಿ, ಶ್ರೀ ಉಡಸಲಮ್ಮ ದೇವಿ, ಶ್ರೀ ಭೂತಪ್ಪ ಸ್ವಾಮಿ ದೇವರುಗಳು ಸೇರಿದಂತೆ ಇನ್ನು ಅನೇಕ ದೇವರುಗಳ ನೆಲೆಸಿರುವ ಪುಣ್ಯಭೂಮಿ — [776, 227, 1013, 459]
story2-photo — [1020, 223, 1240, 542]
story4-col2: ಕ್ರೀಡೆಯಲ್ಲಿ ಭಾಗವಹಿಸಬೇಕು. ದೈಹಿಕ ಸಾಮರ್ಥ್ಯ ಜ್ಞಾನದ ಶಕ್ತಿ ಹೆಚ್ಚಾಗುತ್ತದೆ. ಇತ್ತೀಚಿನ ದಿನಗಳಲ್ಲಿ ಗ್ರಾಮೀಣ ಭಾಗದ ಕ್ರೀಡೆಗಳು ಕಣ್ಮರೆಯಾಗುತ್ತಿವೆ.ಸರ್ಕಾರ ಕ್ರೀಡೆಗಳಿಗೆ ಹೆಚ್ಚು ಹೆಚ್ಚು ನೀಡುವುದರ ಮೂಲಕ ಗ್ರಾಮೀಣ ಕ್ರೀಡೆಗಳನ್ನು ಉಳಿಸಿ ಬೆಳೆಸಬೇಕು ಎಂದು ತಿಳಿಸಿದರು. — [328, 1342, 536, 1447]
story5-kicker: ಭಾರತೀಯ ವಾಸ್ತುಶಿಲ್ಪದ — [873, 1593, 1184, 1641]
story1-headline: ಎಲ್ಲಾ ವಸ್ತುಗಳ ಬೆಲೆ ಏರಿಕೆ: ಶಾಸಕ ಎಂ ಟಿ ಕೃಷ್ಣಪ್ಪ ಕಿಡಿ — [35, 104, 642, 145]
story-divider — [776, 670, 1477, 672]
story2-col-bottom: ಎಂದರು. ನಾಗಸಾಧು ಧನಂಜಯ ಸ್ವಾಮೀಜಿ ಮುಂದೆ ಹೆಸರು ಹೇಳದೆ ಅಂಥ, ಅವರ ಭವಿಷ್ಯವನ್ನು ಅವರಿಗೆ ಹೇಳಿದರು, ಜಗತ್ತಿನ ಭವಿಷ್ಯ ನಮಿಯುವ ಕಾಲ ಅನೇಕರು ಮುಖ್ಯ ಬೆಳವಣಿಗೆಗಳನ್ನು ಹೇಳಿ ಭವಿಷ್ಯಕೇಳುತ್ತಿದ್ದರು ಗಮನಸೆಳೆಯಿತು. — [1024, 548, 1476, 581]
story-divider — [776, 1581, 1477, 1583]
lamp-lighting-photo-illustration — [1021, 1764, 1477, 1962]
